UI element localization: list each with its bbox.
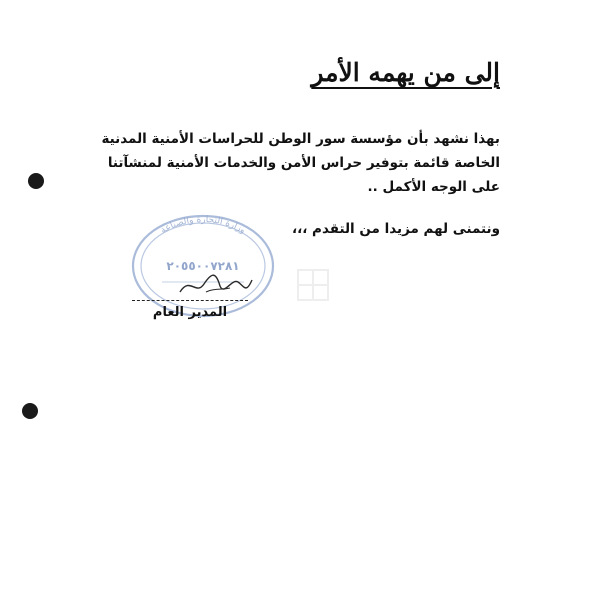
faint-watermark — [296, 268, 330, 306]
stamp-arc-text: وزارة التجارة والصناعة — [159, 214, 247, 236]
body-line: على الوجه الأكمل .. — [367, 179, 500, 195]
signature-line — [132, 300, 248, 301]
svg-text:وزارة التجارة والصناعة — [159, 215, 247, 236]
closing-line: ونتمنى لهم مزيدا من التقدم ،،، — [291, 221, 500, 237]
letter-title: إلى من يهمه الأمر — [311, 58, 500, 87]
body-line: بهذا نشهد بأن مؤسسة سور الوطن للحراسات الأمنية المدنية — [101, 131, 500, 147]
punch-hole — [28, 173, 44, 189]
body-line: الخاصة قائمة بتوفير حراس الأمن والخدمات الأمنية لمنشآتنا — [107, 155, 500, 171]
signatory-title: المدير العام — [152, 305, 228, 320]
punch-hole — [22, 403, 38, 419]
stamp-number: ٢٠٥٥٠٠٧٢٨١ — [166, 259, 240, 273]
letter-body — [100, 127, 500, 199]
